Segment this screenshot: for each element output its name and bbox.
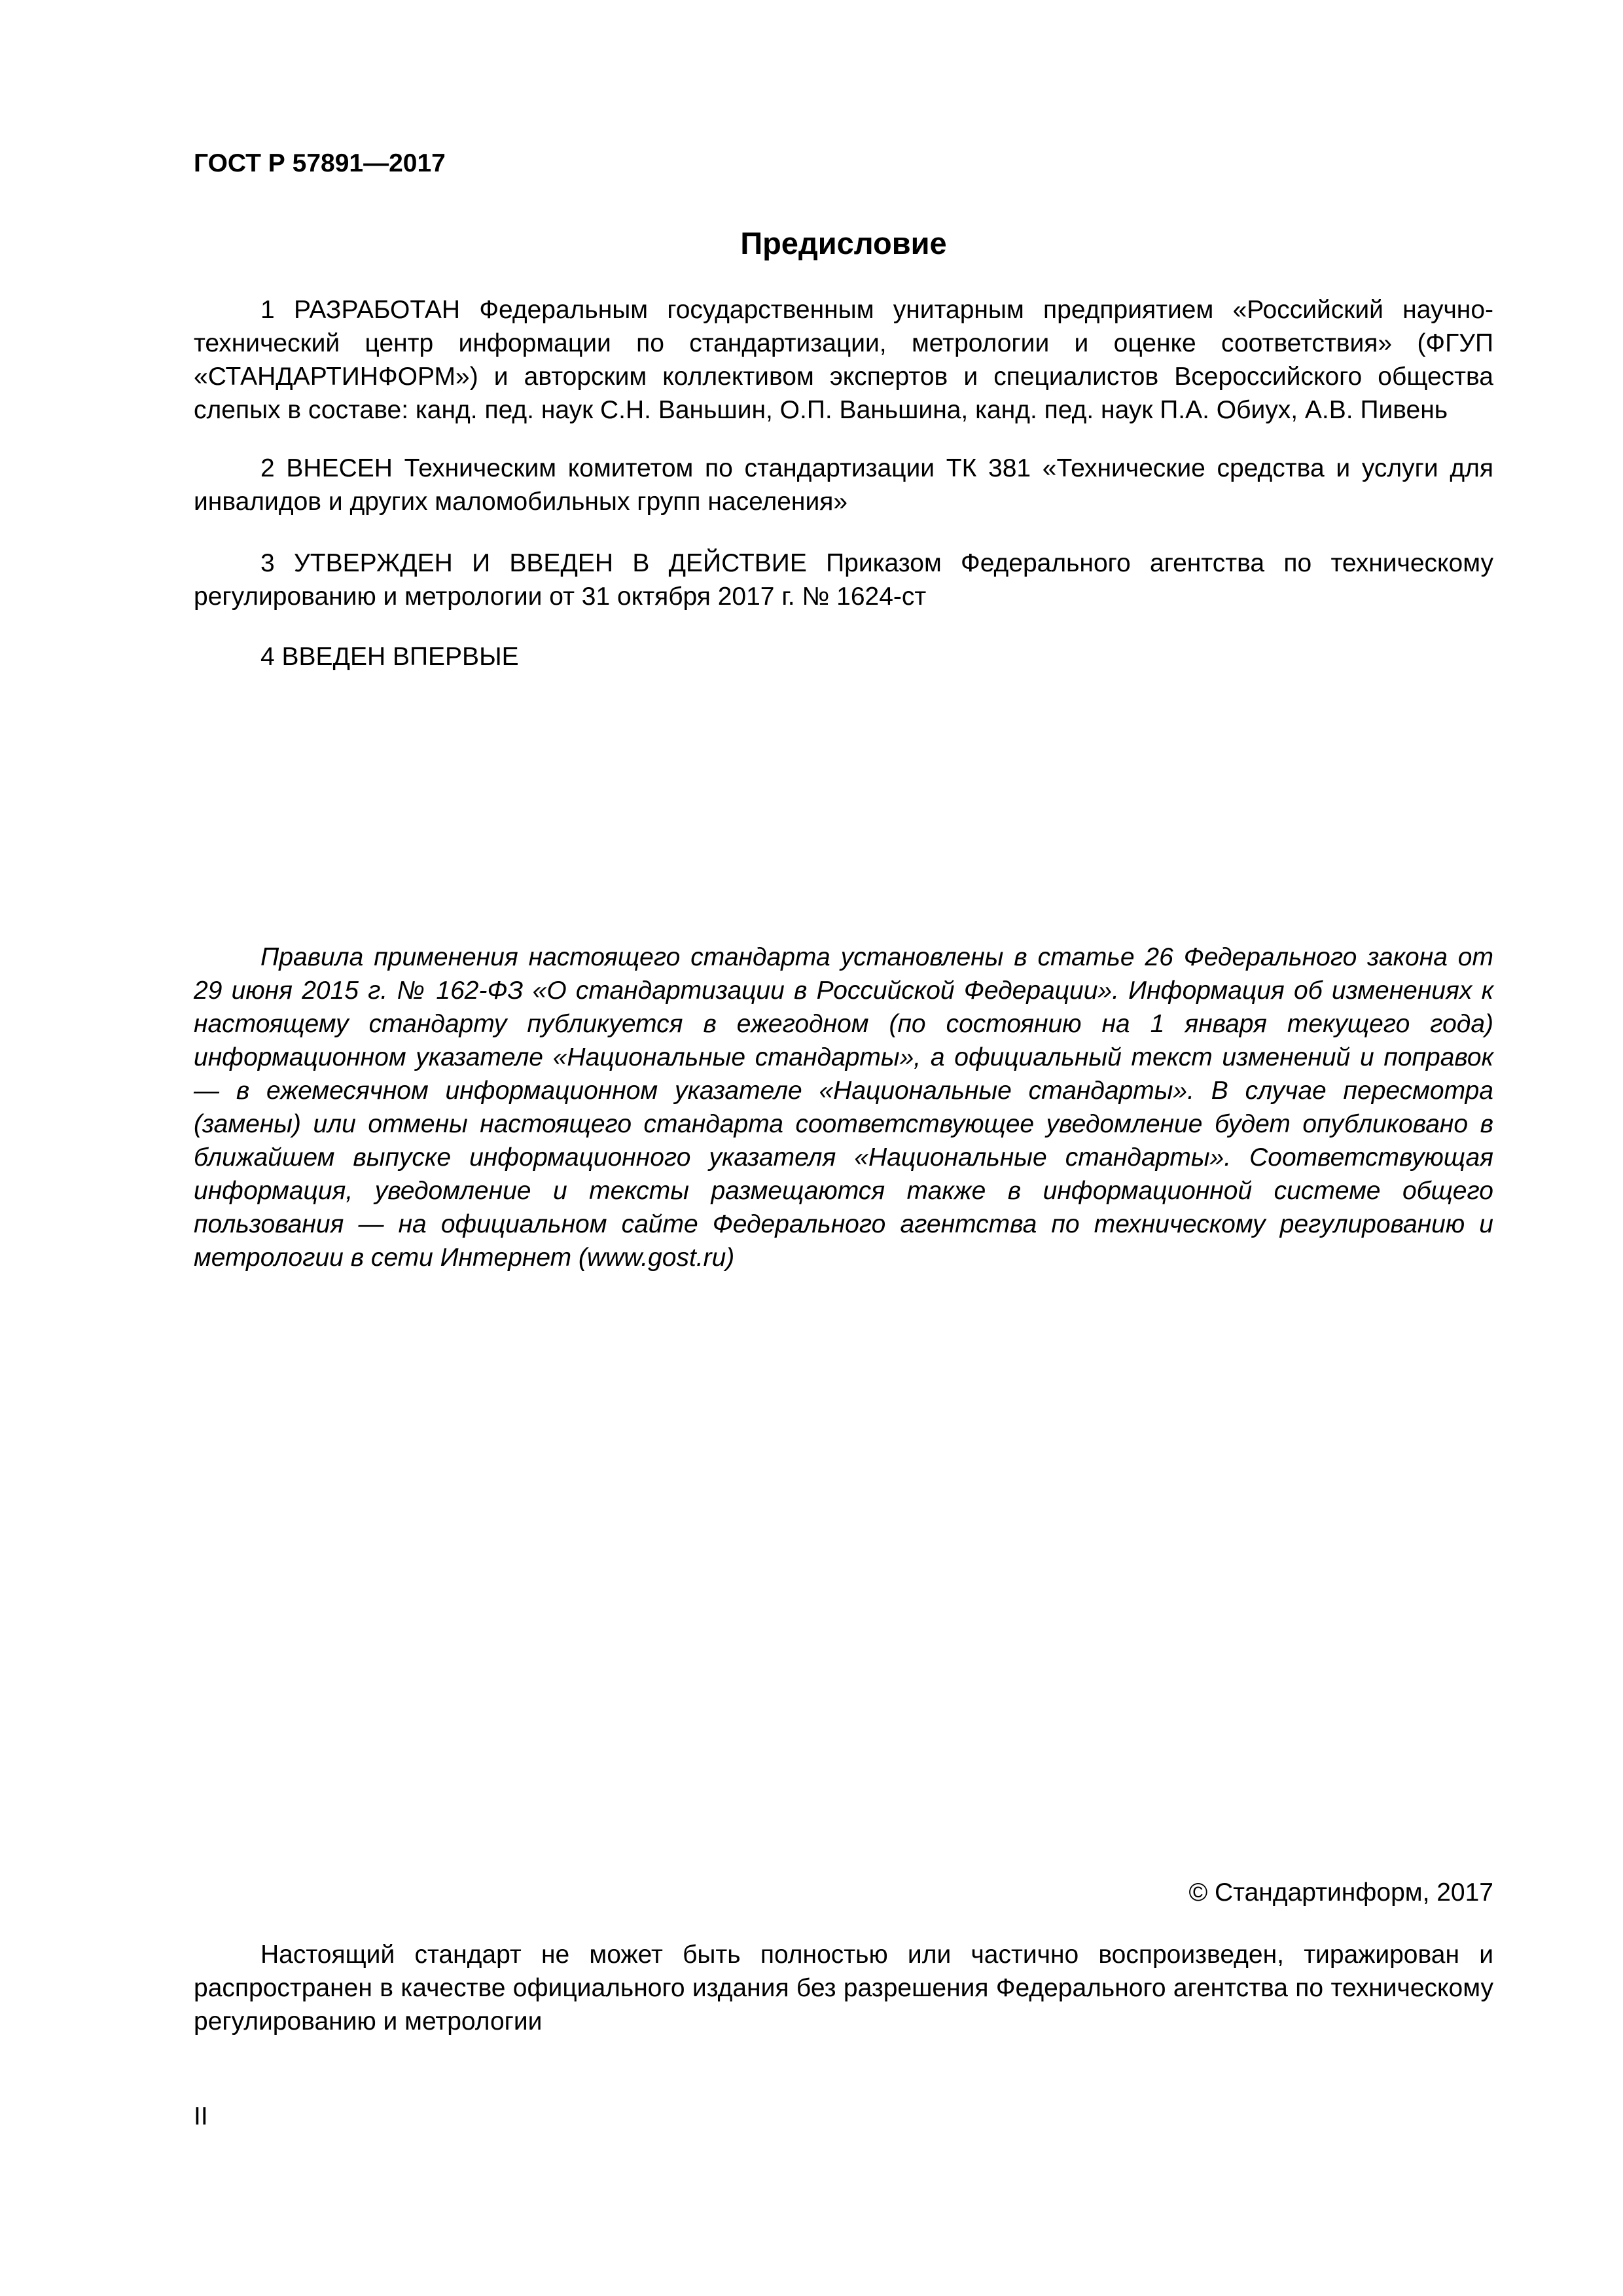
- page-title: Предисловие: [740, 226, 947, 260]
- item-approved: 3 УТВЕРЖДЕН И ВВЕДЕН В ДЕЙСТВИЕ Приказом Федерального агентства по техническому регулированию и метрологии от 31 октября 2017 г. № 1624-ст: [194, 549, 1493, 611]
- reproduction-note: Настоящий стандарт не может быть полностью или частично воспроизведен, тиражирован и распространен в качестве официального издания без разрешения Федерального агентства по техническому регулированию и метрологии: [194, 1941, 1493, 2036]
- document-code: ГОСТ Р 57891—2017: [194, 149, 446, 177]
- item-submitted: 2 ВНЕСЕН Техническим комитетом по стандартизации ТК 381 «Технические средства и услуги для инвалидов и других маломобильных групп населения»: [194, 454, 1493, 516]
- item-introduced: 4 ВВЕДЕН ВПЕРВЫЕ: [260, 643, 519, 671]
- page-number: II: [194, 2102, 208, 2130]
- item-developed: 1 РАЗРАБОТАН Федеральным государственным унитарным предприятием «Российский научно-технический центр информации по стандартизации, метрологии и оценке соответствия» (ФГУП «СТАНДАРТИНФОРМ») и авторским коллективом экспертов и специалистов Всероссийского общества слепых в составе: канд. пед. наук С.Н. Ваньшин, О.П. Ваньшина, канд. пед. наук П.А. Обиух, А.В. Пивень: [194, 296, 1493, 424]
- copyright: © Стандартинформ, 2017: [1188, 1878, 1493, 1907]
- rules-note: Правила применения настоящего стандарта установлены в статье 26 Федерального закона от 29 июня 2015 г. № 162-ФЗ «О стандартизации в Российской Федерации». Информация об изменениях к настоящему стандарту публикуется в ежегодном (по состоянию на 1 января текущего года) информационном указателе «Национальные стандарты», а официальный текст изменений и поправок — в ежемесячном информационном указателе «Национальные стандарты». В случае пересмотра (замены) или отмены настоящего стандарта соответствующее уведомление будет опубликовано в ближайшем выпуске информационного указателя «Национальные стандарты». Соответствующая информация, уведомление и тексты размещаются также в информационной системе общего пользования — на официальном сайте Федерального агентства по техническому регулированию и метрологии в сети Интернет (www.gost.ru): [194, 943, 1493, 1272]
